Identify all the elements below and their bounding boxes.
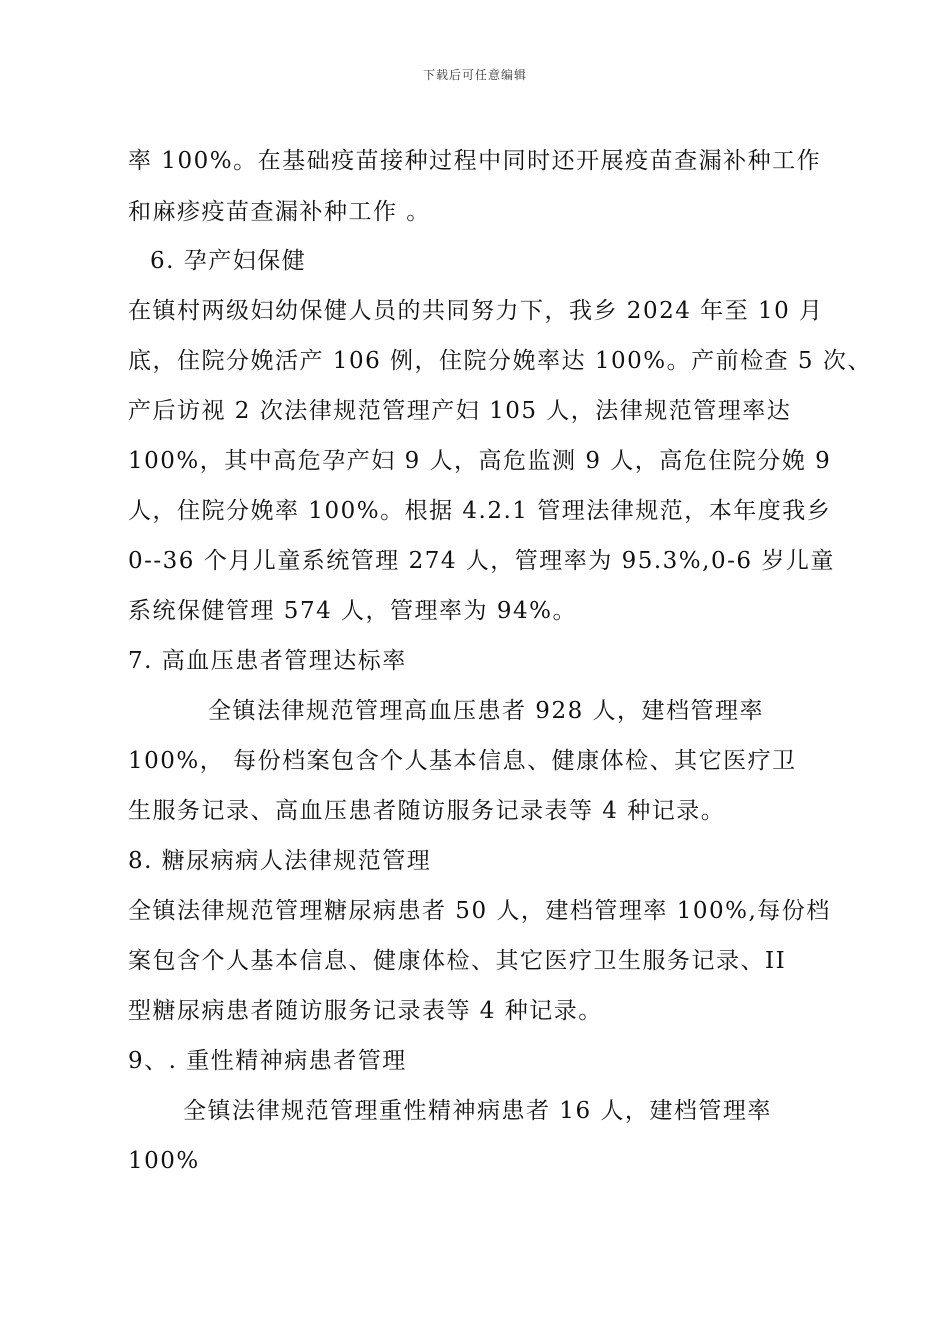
text-line: 率 100%。在基础疫苗接种过程中同时还开展疫苗查漏补种工作: [128, 148, 822, 174]
text-line: 100%， 每份档案包含个人基本信息、健康体检、其它医疗卫: [128, 748, 797, 774]
text-line: 全镇法律规范管理糖尿病患者 50 人，建档管理率 100%,每份档: [128, 898, 831, 924]
text-line: 全镇法律规范管理重性精神病患者 16 人，建档管理率: [183, 1098, 772, 1124]
text-line: 底，住院分娩活产 106 例，住院分娩率达 100%。产前检查 5 次、: [128, 348, 872, 374]
text-line: 型糖尿病患者随访服务记录表等 4 种记录。: [128, 998, 603, 1024]
text-line: 和麻疹疫苗查漏补种工作 。: [128, 199, 431, 225]
page-header: 下载后可任意编辑: [422, 68, 527, 82]
text-line: 产后访视 2 次法律规范管理产妇 105 人，法律规范管理率达: [128, 398, 792, 424]
text-line: 在镇村两级妇幼保健人员的共同努力下，我乡 2024 年至 10 月: [128, 298, 824, 324]
text-line: 案包含个人基本信息、健康体检、其它医疗卫生服务记录、II: [128, 948, 787, 974]
section-heading-6: 6. 孕产妇保健: [150, 248, 307, 274]
text-line: 100%: [128, 1148, 200, 1174]
section-heading-9: 9、. 重性精神病患者管理: [128, 1048, 407, 1074]
text-line: 生服务记录、高血压患者随访服务记录表等 4 种记录。: [128, 798, 726, 824]
section-heading-7: 7. 高血压患者管理达标率: [128, 648, 407, 674]
text-line: 全镇法律规范管理高血压患者 928 人，建档管理率: [208, 698, 765, 724]
text-line: 100%，其中高危孕产妇 9 人，高危监测 9 人，高危住院分娩 9: [128, 448, 832, 474]
text-line: 系统保健管理 574 人，管理率为 94%。: [128, 598, 577, 624]
text-line: 人，住院分娩率 100%。根据 4.2.1 管理法律规范，本年度我乡: [128, 498, 832, 524]
section-heading-8: 8. 糖尿病病人法律规范管理: [128, 848, 432, 874]
text-line: 0--36 个月儿童系统管理 274 人，管理率为 95.3%,0-6 岁儿童: [128, 548, 835, 574]
